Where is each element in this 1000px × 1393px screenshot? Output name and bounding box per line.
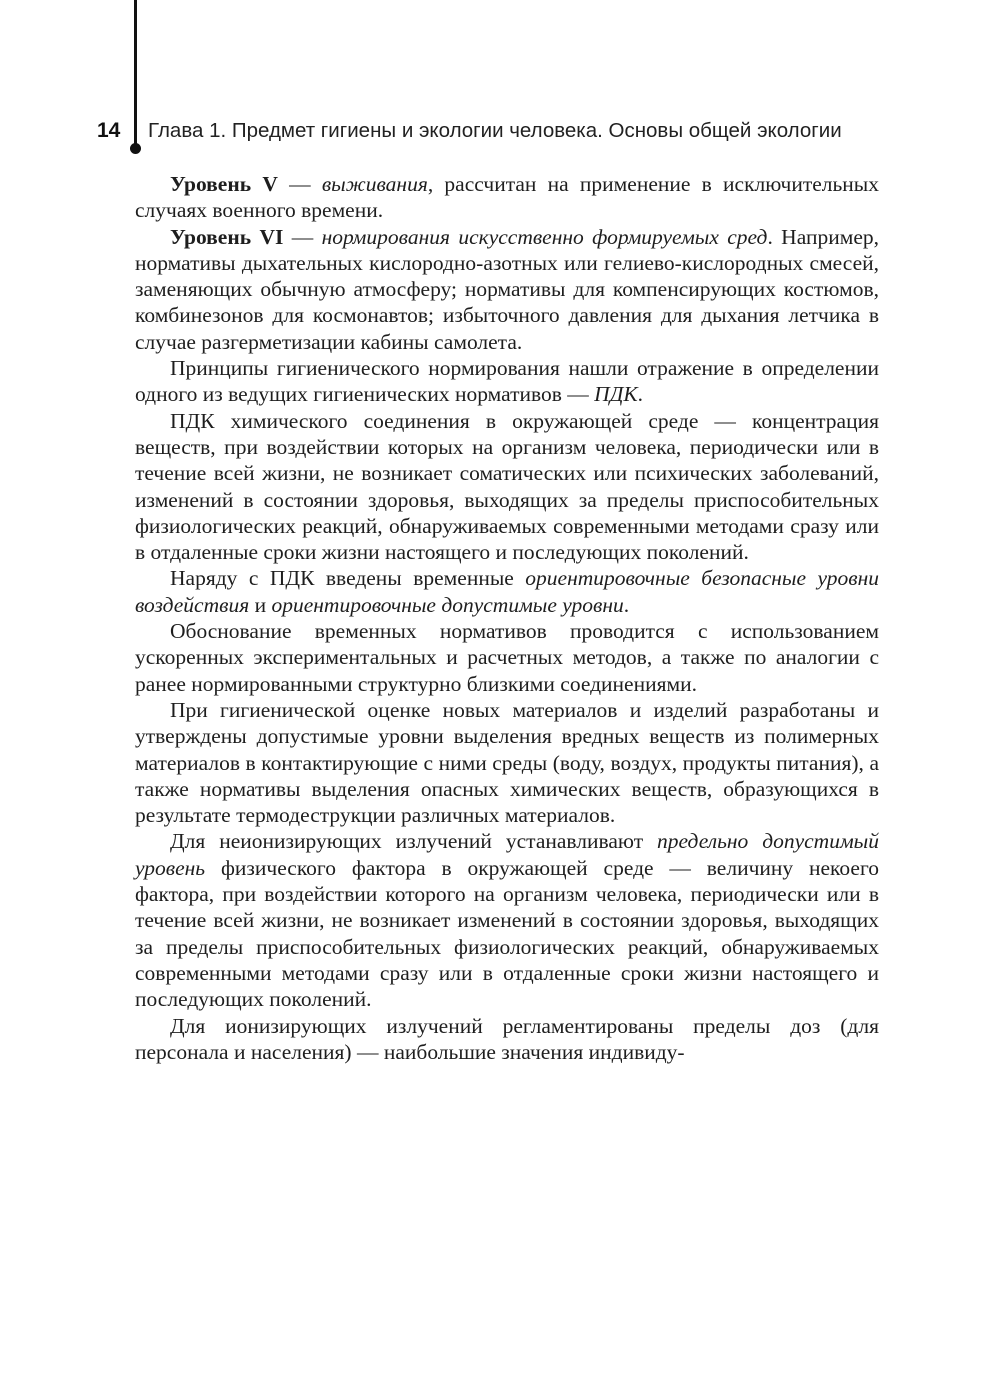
margin-rule-dot xyxy=(130,143,141,154)
paragraph-justification: Обоснование временных нормативов проводится с использованием ускоренных экспериментальных и расчетных методов, а также по аналогии с ранее нормированными структурно близкими соединениями. xyxy=(135,619,879,696)
paragraph-pdk-definition: ПДК химического соединения в окружающей среде — концентрация веществ, при воздействии которых на организм человека, периодически или в течение всей жизни, не возникает соматических или психических заболеваний, изменений в состоянии здоровья, выходящих за пределы приспособительных физиологических реакций, обнаруживаемых современными методами сразу или в отдаленные сроки жизни настоящего и последующих поколений. xyxy=(135,408,879,565)
paragraph-temporary-levels: Наряду с ПДК введены временные ориентировочные безопасные уровни воздействия и ориентировочные допустимые уровни. xyxy=(135,566,879,617)
pdk-term: ПДК xyxy=(594,382,638,407)
pdu-term: предельно допустимый уровень xyxy=(135,829,879,880)
level-vi-term: нормирования искусственно формируемых сред xyxy=(321,224,768,249)
paragraph-level-vi: Уровень VI — нормирования искусственно формируемых сред. Например, нормативы дыхательных кислородно-азотных или гелиево-кислородных смесей, заменяющих обычную атмосферу; нормативы для компенсирующих костюмов, комбинезонов для космонавтов; избыточного давления для дыхания летчика в случае разгерметизации кабины самолета. xyxy=(135,224,879,354)
obuv-term: ориентировочные безопасные уровни воздействия xyxy=(135,566,879,617)
paragraph-materials: При гигиенической оценке новых материалов и изделий разработаны и утверждены допустимые уровни выделения вредных веществ из полимерных материалов в контактирующие с ними среды (воду, воздух, продукты питания), а также нормативы выделения опасных химических веществ, образующихся в результате термодеструкции различных материалов. xyxy=(135,697,879,828)
page-number: 14 xyxy=(97,119,121,142)
level-vi-label: Уровень VI xyxy=(170,224,284,249)
paragraph-non-ionizing: Для неионизирующих излучений устанавливают предельно допустимый уровень физического фактора в окружающей среде — величину некоего фактора, при воздействии которого на организм человека, периодически или в течение всей жизни, не возникает изменений в состоянии здоровья, выходящих за пределы приспособительных физиологических реакций, обнаруживаемых современными методами сразу или в отдаленные сроки жизни настоящего и последующих поколений. xyxy=(135,829,879,1012)
paragraph-level-v: Уровень V — выживания, рассчитан на применение в исключительных случаях военного времени. xyxy=(135,172,880,223)
paragraph-principles: Принципы гигиенического нормирования нашли отражение в определении одного из ведущих гигиенических нормативов — ПДК. xyxy=(135,356,879,407)
paragraph-ionizing: Для ионизирующих излучений регламентированы пределы доз (для персонала и населения) — наибольшие значения индивиду- xyxy=(135,1013,879,1064)
level-v-label: Уровень V xyxy=(170,172,278,196)
margin-rule xyxy=(134,0,137,150)
level-v-term: выживания xyxy=(321,172,428,196)
body-text xyxy=(135,171,879,1065)
odu-term: ориентировочные допустимые уровни xyxy=(271,592,624,617)
running-title: Глава 1. Предмет гигиены и экологии человека. Основы общей экологии xyxy=(148,119,842,142)
